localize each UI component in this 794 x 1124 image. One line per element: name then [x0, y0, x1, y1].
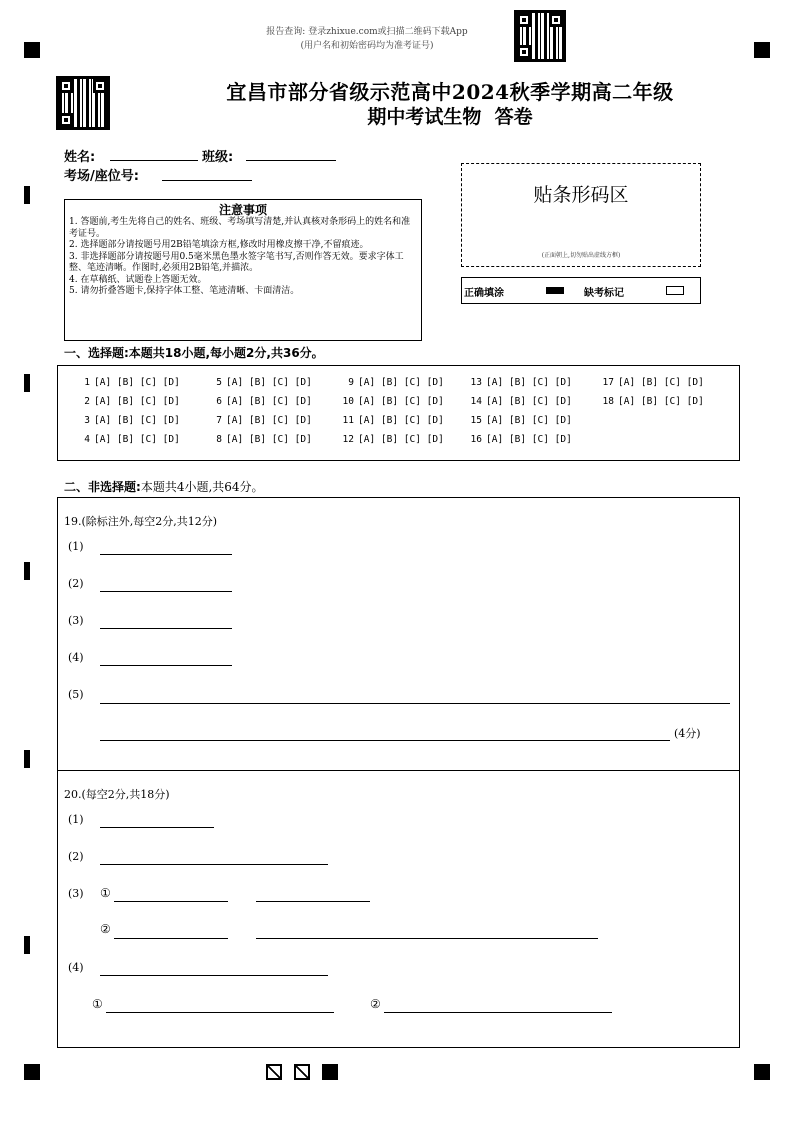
mcq-options[interactable]: [A] [B] [C] [D] — [618, 396, 704, 407]
q20-sub-4-1: ① — [92, 997, 103, 1011]
notice-list — [69, 217, 417, 298]
mcq-question-number: 8 — [216, 434, 222, 445]
qr-code-icon — [514, 10, 566, 62]
mcq-options[interactable]: [A] [B] [C] [D] — [94, 377, 180, 388]
q20-answer-3-2a[interactable] — [114, 938, 228, 939]
notice-item: 4. 在草稿纸、试题卷上答题无效。 — [69, 274, 207, 285]
name-label: 姓名: — [64, 150, 96, 165]
side-mark — [24, 750, 30, 768]
corner-mark-bottom-left — [24, 1064, 40, 1080]
mcq-question-7 — [208, 415, 312, 426]
q19-score-note: (4分) — [674, 727, 701, 740]
mcq-question-number: 16 — [470, 434, 482, 445]
correct-fill-label: 正确填涂 — [464, 288, 504, 299]
mcq-question-12 — [340, 434, 444, 445]
section2-heading-bold: 二、非选择题: — [64, 480, 141, 494]
mcq-question-number: 15 — [470, 415, 482, 426]
mcq-question-14 — [468, 396, 572, 407]
q20-label-1: (1) — [68, 813, 84, 826]
q20-answer-3-1a[interactable] — [114, 901, 228, 902]
absent-mark-label: 缺考标记 — [584, 288, 624, 299]
mcq-options[interactable]: [A] [B] [C] [D] — [486, 396, 572, 407]
mcq-question-number: 4 — [84, 434, 90, 445]
section2-heading-rest: 本题共4小题,共64分。 — [140, 480, 264, 494]
mcq-question-number: 11 — [342, 415, 354, 426]
q20-label-2: (2) — [68, 850, 84, 863]
qr-code-icon — [56, 76, 110, 130]
q19-label-2: (2) — [68, 577, 84, 590]
q20-answer-4-2[interactable] — [384, 1012, 612, 1013]
mcq-options[interactable]: [A] [B] [C] [D] — [486, 415, 572, 426]
q20-title: 20.(每空2分,共18分) — [64, 788, 170, 801]
mcq-question-13 — [468, 377, 572, 388]
mcq-options[interactable]: [A] [B] [C] [D] — [226, 434, 312, 445]
mcq-options[interactable]: [A] [B] [C] [D] — [358, 377, 444, 388]
mcq-question-number: 5 — [216, 377, 222, 388]
class-label: 班级: — [202, 150, 234, 165]
q19-label-3: (3) — [68, 614, 84, 627]
barcode-area-title: 贴条形码区 — [533, 184, 629, 206]
q19-answer-4[interactable] — [100, 665, 232, 666]
mcq-question-8 — [208, 434, 312, 445]
mcq-question-number: 6 — [216, 396, 222, 407]
q19-answer-5a[interactable] — [100, 703, 730, 704]
side-mark — [24, 186, 30, 204]
mcq-options[interactable]: [A] [B] [C] [D] — [358, 396, 444, 407]
q20-sub-4-2: ② — [370, 997, 381, 1011]
mcq-options[interactable]: [A] [B] [C] [D] — [486, 434, 572, 445]
mcq-question-number: 18 — [602, 396, 614, 407]
q19-label-4: (4) — [68, 651, 84, 664]
q19-answer-1[interactable] — [100, 554, 232, 555]
page-subtitle: 期中考试生物 答卷 — [367, 106, 533, 128]
q20-label-4: (4) — [68, 961, 84, 974]
q20-sub-1: ① — [100, 886, 111, 900]
side-mark — [24, 374, 30, 392]
mcq-options[interactable]: [A] [B] [C] [D] — [358, 434, 444, 445]
barcode-area-note: (正面朝上,切勿贴出虚线方框) — [541, 252, 621, 259]
mcq-question-number: 12 — [342, 434, 354, 445]
mcq-options[interactable]: [A] [B] [C] [D] — [226, 377, 312, 388]
notice-item: 1. 答题前,考生先将自己的姓名、班级、考场填写清楚,并认真核对条形码上的姓名和准考证号。 — [69, 217, 411, 239]
barcode-area — [461, 163, 701, 267]
correct-fill-sample — [546, 287, 564, 294]
absent-mark-checkbox[interactable] — [666, 286, 684, 295]
mcq-options[interactable]: [A] [B] [C] [D] — [618, 377, 704, 388]
notice-item: 5. 请勿折叠答题卡,保持字体工整、笔迹清晰、卡面清洁。 — [69, 286, 300, 296]
q20-label-3: (3) — [68, 887, 84, 900]
mcq-question-18 — [600, 396, 704, 407]
q19-box — [57, 497, 740, 771]
mcq-question-number: 3 — [84, 415, 90, 426]
page-mark-slash — [266, 1064, 282, 1080]
q19-answer-5b[interactable] — [100, 740, 670, 741]
q20-answer-4[interactable] — [100, 975, 328, 976]
mcq-question-number: 2 — [84, 396, 90, 407]
mcq-question-number: 17 — [602, 377, 614, 388]
mcq-options[interactable]: [A] [B] [C] [D] — [94, 434, 180, 445]
mcq-question-11 — [340, 415, 444, 426]
mcq-question-16 — [468, 434, 572, 445]
page-mark-solid — [322, 1064, 338, 1080]
mcq-question-15 — [468, 415, 572, 426]
mcq-question-number: 7 — [216, 415, 222, 426]
mcq-options[interactable]: [A] [B] [C] [D] — [486, 377, 572, 388]
mcq-options[interactable]: [A] [B] [C] [D] — [94, 415, 180, 426]
name-field[interactable] — [110, 160, 198, 161]
q20-answer-3-2b[interactable] — [256, 938, 598, 939]
corner-mark-bottom-right — [754, 1064, 770, 1080]
page-mark-slash — [294, 1064, 310, 1080]
q20-box — [57, 770, 740, 1048]
mcq-question-2 — [76, 396, 180, 407]
side-mark — [24, 562, 30, 580]
mcq-question-6 — [208, 396, 312, 407]
mcq-question-4 — [76, 434, 180, 445]
notice-title: 注意事项 — [218, 203, 267, 217]
q20-answer-1[interactable] — [100, 827, 214, 828]
mcq-options[interactable]: [A] [B] [C] [D] — [94, 396, 180, 407]
class-field[interactable] — [246, 160, 336, 161]
mcq-question-number: 13 — [470, 377, 482, 388]
fill-legend — [461, 277, 701, 304]
mcq-box — [57, 365, 740, 461]
page-title: 宜昌市部分省级示范高中2024秋季学期高二年级 — [226, 80, 674, 104]
report-query-note: (用户名和初始密码均为准考证号) — [300, 41, 434, 51]
mcq-options[interactable]: [A] [B] [C] [D] — [226, 415, 312, 426]
mcq-options[interactable]: [A] [B] [C] [D] — [226, 396, 312, 407]
corner-mark-top-left — [24, 42, 40, 58]
q19-answer-3[interactable] — [100, 628, 232, 629]
q20-sub-2: ② — [100, 922, 111, 936]
corner-mark-top-right — [754, 42, 770, 58]
mcq-question-number: 14 — [470, 396, 482, 407]
mcq-question-number: 9 — [348, 377, 354, 388]
mcq-question-number: 10 — [342, 396, 354, 407]
side-mark — [24, 936, 30, 954]
section1-heading: 一、选择题:本题共18小题,每小题2分,共36分。 — [64, 346, 324, 360]
seat-label: 考场/座位号: — [64, 169, 139, 184]
mcq-question-17 — [600, 377, 704, 388]
mcq-question-3 — [76, 415, 180, 426]
q20-answer-3-1b[interactable] — [256, 901, 370, 902]
report-query-line: 报告查询: 登录zhixue.com或扫描二维码下载App — [266, 27, 468, 37]
q19-answer-2[interactable] — [100, 591, 232, 592]
mcq-question-5 — [208, 377, 312, 388]
mcq-question-9 — [340, 377, 444, 388]
q19-label-1: (1) — [68, 540, 84, 553]
section2-heading — [64, 478, 264, 495]
mcq-options[interactable]: [A] [B] [C] [D] — [358, 415, 444, 426]
mcq-question-10 — [340, 396, 444, 407]
notice-item: 2. 选择题部分请按题号用2B铅笔填涂方框,修改时用橡皮擦干净,不留痕迹。 — [69, 240, 369, 250]
q19-label-5: (5) — [68, 688, 84, 701]
seat-field[interactable] — [162, 180, 252, 181]
mcq-question-number: 1 — [84, 377, 90, 388]
q19-title: 19.(除标注外,每空2分,共12分) — [64, 515, 218, 528]
q20-answer-4-1[interactable] — [106, 1012, 334, 1013]
notice-item: 3. 非选择题部分请按题号用0.5毫米黑色墨水签字笔书写,否则作答无效。要求字体工整、笔迹清晰。作图时,必须用2B铅笔,并描浓。 — [69, 251, 404, 273]
notice-box — [64, 199, 422, 341]
mcq-question-1 — [76, 377, 180, 388]
q20-answer-2[interactable] — [100, 864, 328, 865]
